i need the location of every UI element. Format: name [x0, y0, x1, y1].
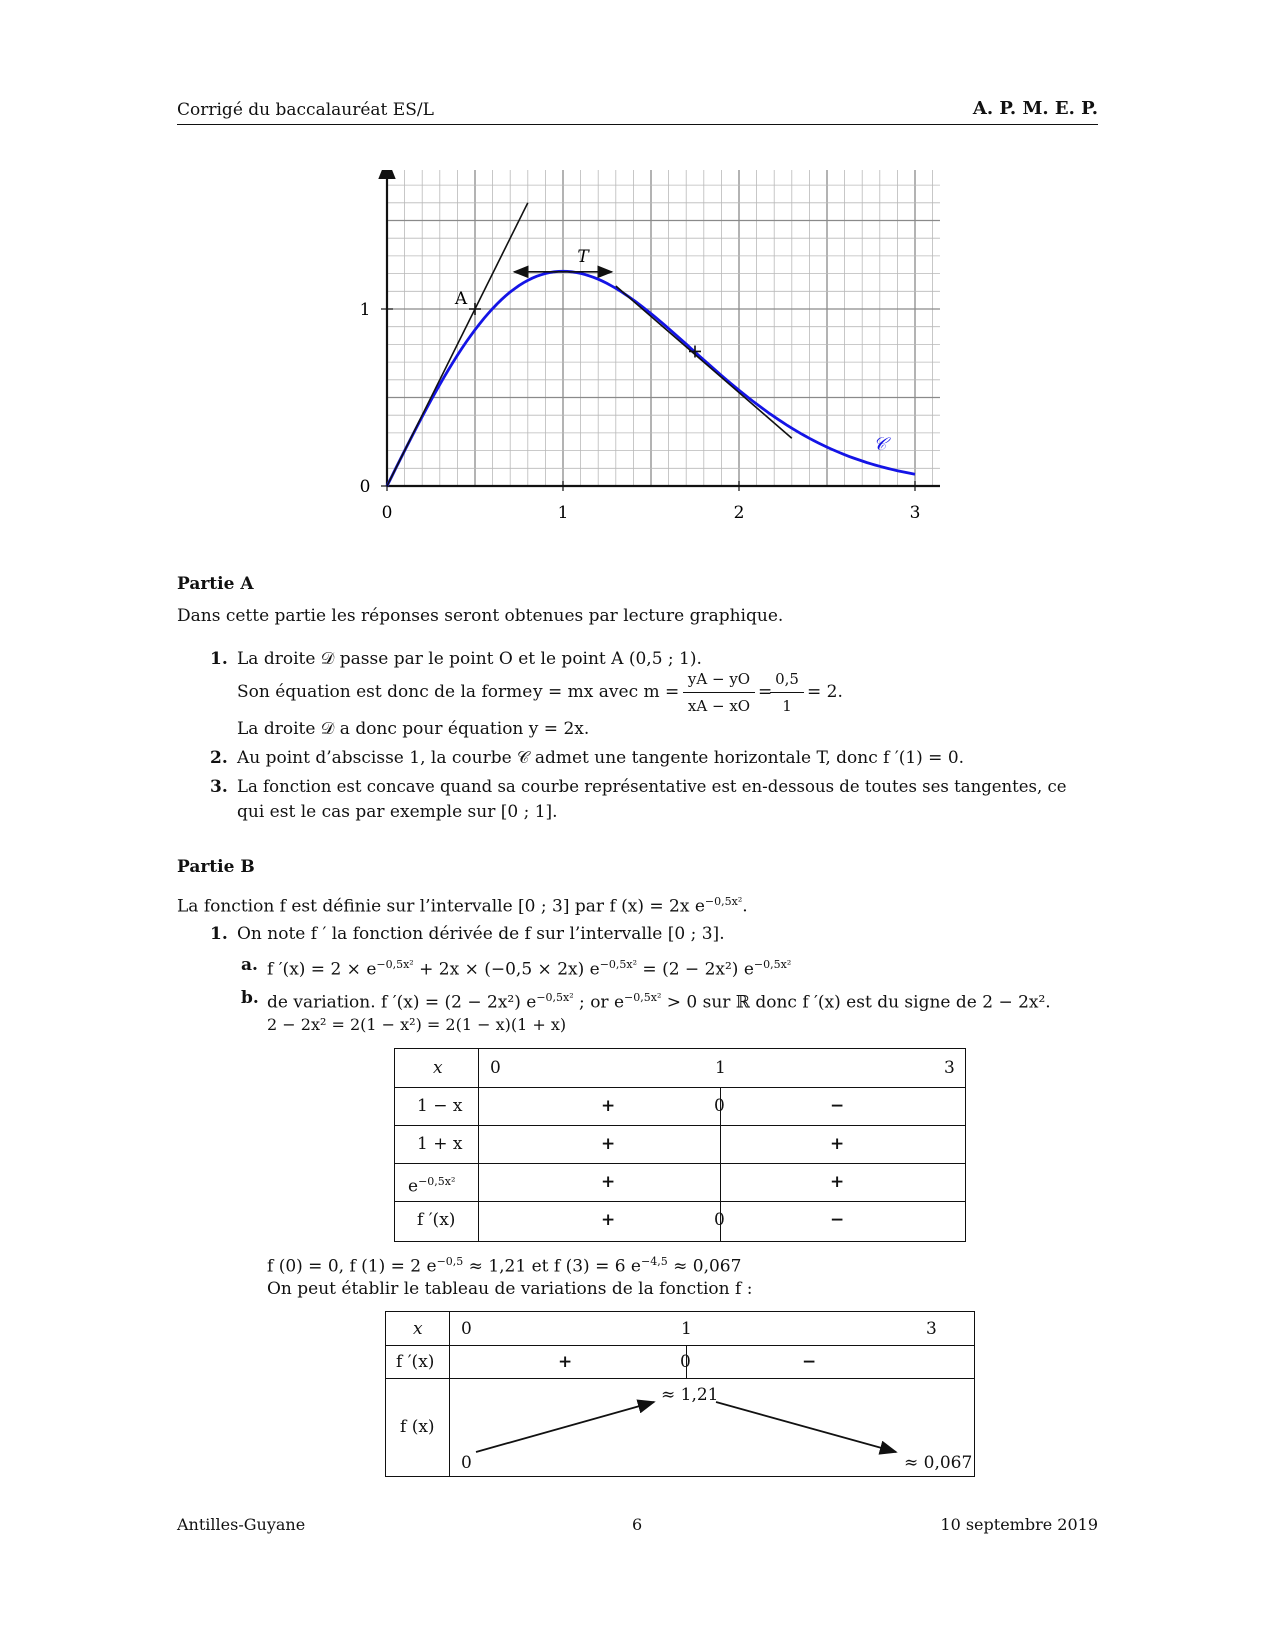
sign-table-row-divider [395, 1125, 965, 1126]
point-a-label: A [454, 289, 468, 309]
partA-q1-equation-form: y = mx avec m = [533, 682, 680, 702]
sign-cell: + [830, 1134, 845, 1154]
header-rule [177, 124, 1098, 125]
sign-table-row-divider [395, 1201, 965, 1202]
decreasing-arrow [716, 1402, 896, 1452]
sign-table-x2: 3 [944, 1058, 955, 1078]
partA-q1-equals: = [758, 682, 773, 702]
partB-values: f (0) = 0, f (1) = 2 $e^{-0,5} \approx 1,21$ et f (3) = 6 $e^{-4,5} \approx 0,067$ [267, 1255, 742, 1277]
partA-q1-frac2-denominator: 1 [782, 697, 792, 715]
partA-q3-text-line1: La fonction est concave quand sa courbe représentative est en-dessous de toutes ses tangentes, ce [237, 777, 1067, 796]
x-tick-label: 2 [733, 503, 745, 523]
sign-zero: 0 [714, 1210, 725, 1230]
variation-table-deriv-right: − [802, 1352, 817, 1372]
variation-table-x0: 0 [461, 1319, 472, 1339]
sign-table-x0: 0 [490, 1058, 501, 1078]
partB-q1-number: 1. [210, 924, 228, 944]
sign-table-row-label: 1 − x [417, 1096, 463, 1116]
partA-q1-frac1-numerator: yA − yO [687, 670, 751, 688]
sign-cell: + [601, 1134, 616, 1154]
partB-q1-text: On note f ′ la fonction dérivée de f sur l’intervalle [0 ; 3]. [237, 924, 725, 944]
sign-table-row-label: f ′(x) [417, 1210, 456, 1230]
partA-intro: Dans cette partie les réponses seront obtenues par lecture graphique. [177, 606, 784, 626]
sign-table-row-label: 1 + x [417, 1134, 463, 1154]
variation-table-x1: 1 [681, 1319, 692, 1339]
partA-q1-equation-intro: Son équation est donc de la forme [237, 682, 533, 702]
curve-c-label: 𝒞 [873, 434, 887, 456]
partA-q3-text-line2: qui est le cas par exemple sur [0 ; 1]. [237, 802, 558, 822]
partA-q1-frac2-bar [770, 692, 804, 693]
variation-table-x2: 3 [926, 1319, 937, 1339]
sign-cell: − [830, 1210, 845, 1230]
sign-cell: + [601, 1096, 616, 1116]
partB-qa-number: a. [241, 955, 258, 975]
x-tick-label: 0 [381, 503, 393, 523]
partA-q1-text: La droite 𝒟 passe par le point O et le point A (0,5 ; 1). [237, 649, 702, 669]
partB-definition: La fonction f est définie sur l’intervalle [0 ; 3] par f (x) = 2x $e^{-0,5x^2}$. [177, 895, 748, 917]
partA-q1-frac1-denominator: xA − xO [687, 697, 751, 715]
variation-table-deriv-zero: 0 [680, 1352, 691, 1372]
header-left: Corrigé du baccalauréat ES/L [177, 100, 434, 120]
partB-variations-intro: On peut établir le tableau de variations de la fonction f : [267, 1279, 753, 1299]
tangent-t-label: T [577, 246, 589, 267]
footer-right: 10 septembre 2019 [940, 1515, 1098, 1534]
partA-q2-number: 2. [210, 748, 228, 768]
partB-title: Partie B [177, 857, 255, 877]
variation-table-deriv-label: f ′(x) [396, 1352, 435, 1372]
increasing-arrow [476, 1402, 654, 1452]
partA-q2-text: Au point d’abscisse 1, la courbe 𝒞 admet une tangente horizontale T, donc f ′(1) = 0. [237, 748, 965, 768]
sign-cell: + [601, 1210, 616, 1230]
function-graph [340, 170, 940, 530]
variation-table-f-end: ≈ 0,067 [904, 1453, 973, 1473]
variation-table-f-start: 0 [461, 1453, 472, 1473]
sign-cell: − [830, 1096, 845, 1116]
partA-q1-number: 1. [210, 649, 228, 669]
point-a-marker [469, 303, 481, 315]
variation-table-deriv-left: + [558, 1352, 573, 1372]
partA-q1-frac1-bar [683, 692, 755, 693]
sign-table-x1: 1 [715, 1058, 726, 1078]
variation-arrows [386, 1312, 974, 1476]
y-tick-label: 0 [359, 477, 371, 497]
sign-table [394, 1048, 966, 1242]
partA-q1-conclusion: La droite 𝒟 a donc pour équation y = 2x. [237, 719, 590, 739]
footer-page-number: 6 [632, 1515, 643, 1534]
partA-q1-frac2-numerator: 0,5 [775, 670, 799, 688]
partA-q1-result: = 2. [807, 682, 843, 702]
header-right: A. P. M. E. P. [972, 98, 1098, 119]
sign-table-row-divider [395, 1087, 965, 1088]
partA-title: Partie A [177, 574, 254, 594]
variation-table-x-label: x [413, 1319, 423, 1339]
sign-cell: + [830, 1172, 845, 1192]
footer-left: Antilles-Guyane [177, 1515, 306, 1534]
partB-qb-factorisation: 2 − 2x² = 2(1 − x²) = 2(1 − x)(1 + x) [267, 1015, 567, 1034]
partA-q3-number: 3. [210, 777, 228, 797]
sign-cell: + [601, 1172, 616, 1192]
x-tick-label: 1 [557, 503, 569, 523]
sign-table-x-label: x [433, 1058, 443, 1078]
x-tick-label: 3 [909, 503, 921, 523]
sign-table-row-label: $e^{-0,5x^2}$ [408, 1175, 456, 1197]
partB-qa-derivative: f $'(x) = 2 \times e^{-0,5x^2} + 2x \times (-0,5 \times 2x) e^{-0,5x^2} = (2 - 2x^2)$ $e^{-0,5x^2}$ [267, 958, 792, 980]
y-tick-label: 1 [359, 300, 371, 320]
sign-zero: 0 [714, 1096, 725, 1116]
partB-qb-number: b. [241, 988, 259, 1008]
sign-table-row-divider [395, 1163, 965, 1164]
variation-table-f-label: f (x) [400, 1417, 435, 1437]
variation-table [385, 1311, 975, 1477]
variation-table-f-max: ≈ 1,21 [661, 1385, 719, 1405]
sign-table-col-divider [478, 1049, 479, 1241]
partB-qb-sign: de variation. f ′(x) = (2 − 2x²) $e^{-0,5x^2}$ ; or $e^{-0,5x^2} > 0$ sur ℝ donc f ′(x) est du signe de 2 − 2x². [267, 991, 1051, 1013]
